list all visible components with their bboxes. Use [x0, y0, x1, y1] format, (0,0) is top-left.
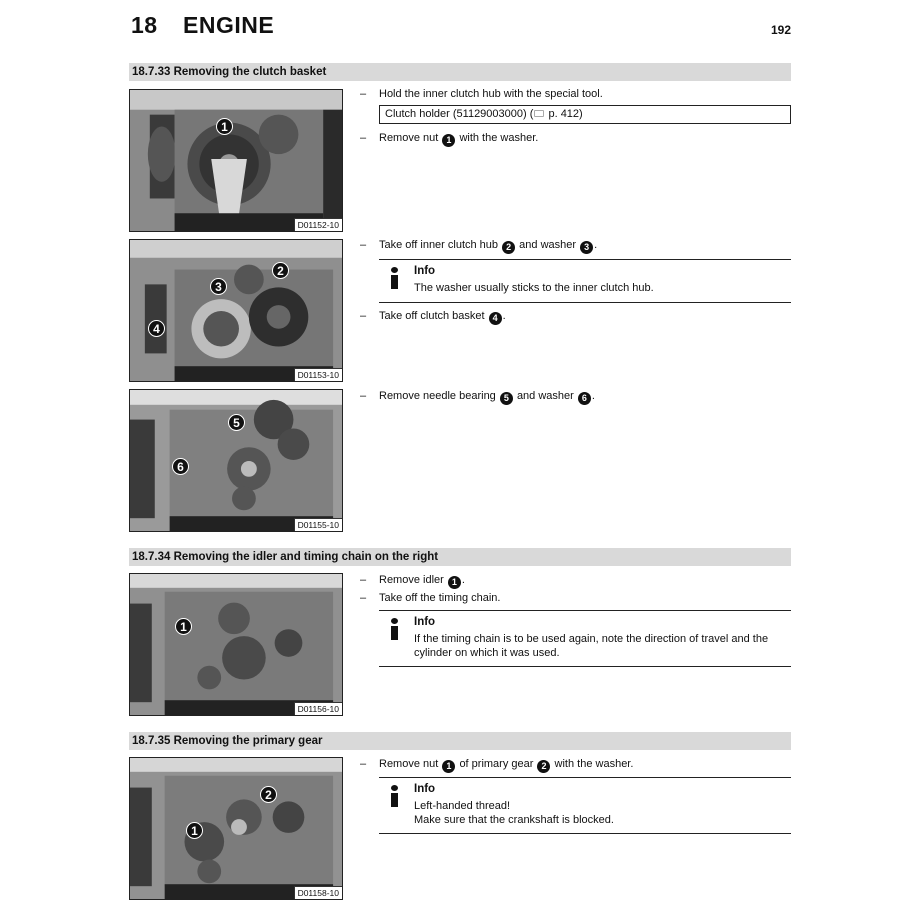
- info-line: Make sure that the crankshaft is blocked.: [414, 814, 614, 826]
- engine-illustration: [130, 390, 342, 531]
- chapter-number: 18: [131, 12, 158, 38]
- number-badge: 2: [537, 760, 550, 773]
- page-header: [131, 12, 791, 42]
- info-line: Left-handed thread!: [414, 800, 511, 812]
- info-title: Info: [414, 616, 436, 628]
- callout-badge: 5: [228, 414, 245, 431]
- engine-photo: [129, 389, 343, 532]
- number-badge: 6: [578, 392, 591, 405]
- number-badge: 1: [448, 576, 461, 589]
- chapter-title: ENGINE: [183, 12, 275, 38]
- engine-photo: [129, 89, 343, 232]
- info-line: The washer usually sticks to the inner clutch hub.: [414, 282, 654, 294]
- photo-code: D01155-10: [294, 518, 342, 531]
- number-badge: 5: [500, 392, 513, 405]
- number-badge: 4: [489, 312, 502, 325]
- photo-code: D01152-10: [294, 218, 342, 231]
- photo-code: D01158-10: [294, 886, 342, 899]
- info-box: [379, 610, 791, 667]
- section-title-idler-timing-chain: 18.7.34 Removing the idler and timing chain on the right: [129, 548, 791, 566]
- number-badge: 3: [580, 241, 593, 254]
- engine-illustration: [130, 758, 342, 899]
- callout-badge: 6: [172, 458, 189, 475]
- info-title: Info: [414, 265, 436, 277]
- info-line: If the timing chain is to be used again, note the direction of travel and the: [414, 633, 769, 645]
- callout-badge: 2: [272, 262, 289, 279]
- section-title-clutch-basket: 18.7.33 Removing the clutch basket: [129, 63, 791, 81]
- callout-badge: 1: [216, 118, 233, 135]
- callout-badge: 1: [186, 822, 203, 839]
- engine-illustration: [130, 90, 342, 231]
- info-box: [379, 777, 791, 834]
- section-title-primary-gear: 18.7.35 Removing the primary gear: [129, 732, 791, 750]
- special-tool-box: Clutch holder (51129003000) ( p. 412): [379, 105, 791, 124]
- info-line: cylinder on which it was used.: [414, 647, 560, 659]
- engine-illustration: [130, 240, 342, 381]
- engine-photo: [129, 239, 343, 382]
- photo-code: D01156-10: [294, 702, 342, 715]
- info-icon: [388, 785, 402, 807]
- info-title: Info: [414, 783, 436, 795]
- engine-photo: [129, 573, 343, 716]
- page-number: 192: [770, 23, 791, 37]
- info-icon: [388, 267, 402, 289]
- engine-illustration: [130, 574, 342, 715]
- engine-photo: [129, 757, 343, 900]
- number-badge: 1: [442, 760, 455, 773]
- callout-badge: 3: [210, 278, 227, 295]
- number-badge: 2: [502, 241, 515, 254]
- info-icon: [388, 618, 402, 640]
- photo-code: D01153-10: [294, 368, 342, 381]
- info-box: [379, 259, 791, 303]
- callout-badge: 2: [260, 786, 277, 803]
- number-badge: 1: [442, 134, 455, 147]
- callout-badge: 1: [175, 618, 192, 635]
- callout-badge: 4: [148, 320, 165, 337]
- book-reference-icon: [534, 110, 544, 117]
